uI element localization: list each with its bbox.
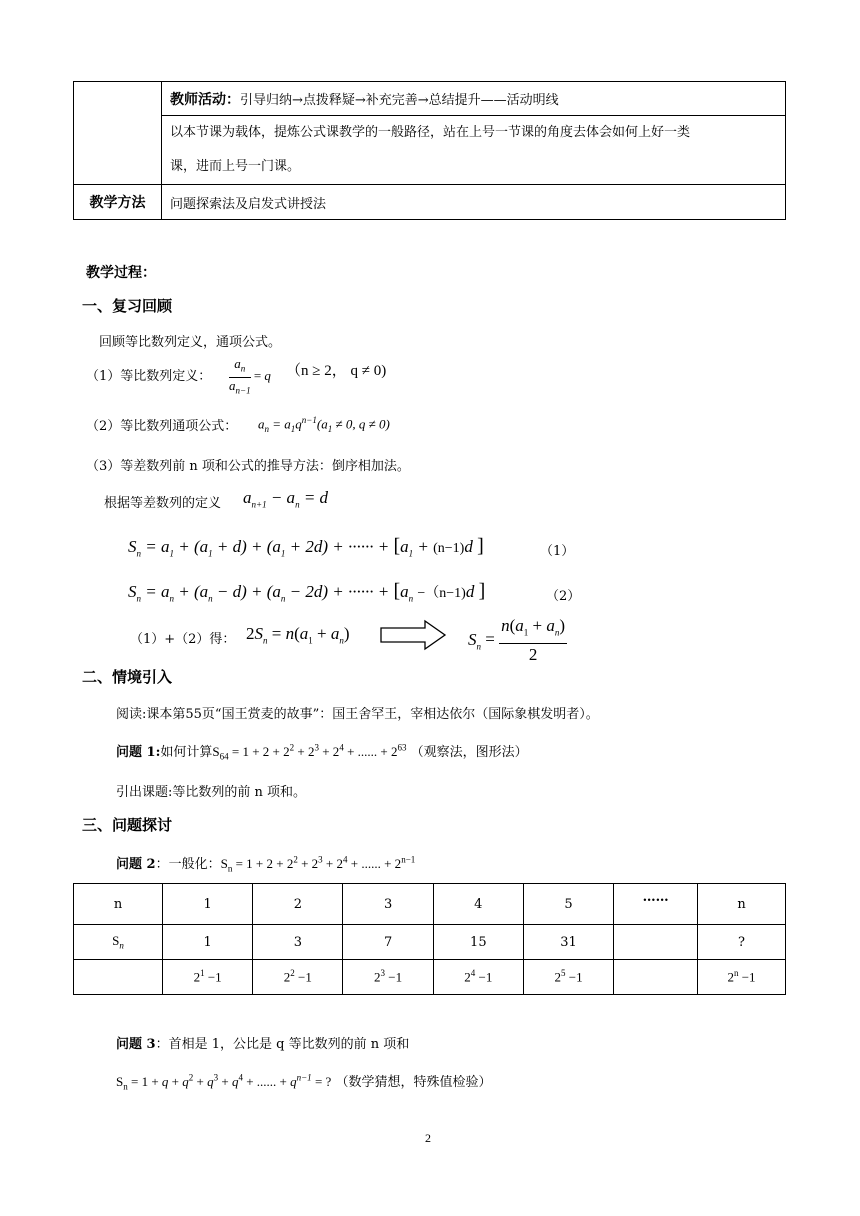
table-cell: ? xyxy=(698,925,786,960)
table-cell xyxy=(614,960,698,995)
table-cell: 1 xyxy=(163,884,253,925)
table-row xyxy=(74,884,786,925)
summary-line1: 以本节课为载体，提炼公式课教学的一般路径，站在上号一节课的角度去体会如何上好一类 xyxy=(170,125,691,140)
question1 xyxy=(116,741,528,762)
q3-formula-line xyxy=(116,1071,491,1092)
sum-table xyxy=(73,883,786,995)
table-cell: 2 xyxy=(253,884,343,925)
table-cell: n xyxy=(74,884,163,925)
ratio-formula: $\frac{a_n}{a_{n-1}}$ = q xyxy=(229,356,271,396)
q1-text: 如何计算 xyxy=(160,745,213,760)
top-table xyxy=(73,81,786,220)
table-cell xyxy=(74,925,163,960)
section1-intro: 回顾等比数列定义，通项公式。 xyxy=(99,335,282,350)
section1-title: 一、复习回顾 xyxy=(82,297,173,315)
sum-label: （1）+（2）得： xyxy=(130,632,236,647)
summary-cell xyxy=(162,116,786,185)
q2-text: ：一般化： xyxy=(155,857,221,872)
table-row xyxy=(74,925,786,960)
section2-title: 二、情境引入 xyxy=(82,668,173,686)
sum-formula: $2S_n = n(a_1 + a_n)$ xyxy=(246,624,350,646)
table-cell: $2^1 -1$ xyxy=(163,960,253,995)
reading-text: 阅读:课本第55页“国王赏麦的故事”：国王舍罕王，宰相达依尔（国际象棋发明者）。 xyxy=(116,707,599,722)
empty-cell xyxy=(74,82,162,185)
table-cell: …… xyxy=(614,884,698,925)
diff-definition: $a_{n+1} - a_n = d$ xyxy=(243,488,329,510)
table-cell xyxy=(614,925,698,960)
process-title: 教学过程： xyxy=(86,265,156,281)
q3-text: ：首相是 1，公比是 q 等比数列的前 n 项和 xyxy=(155,1037,410,1052)
q1-method: （观察法，图形法） xyxy=(410,745,528,760)
question3 xyxy=(116,1033,409,1052)
item2-formula: $a_n = a_1q^{n-1}(a_1 \ne 0$, q ≠ 0) xyxy=(258,415,390,434)
table-cell: $2^5 -1$ xyxy=(523,960,613,995)
section3-title: 三、问题探讨 xyxy=(82,816,173,834)
q2-label: 问题 2 xyxy=(116,857,156,872)
method-text: 问题探索法及启发式讲授法 xyxy=(162,185,786,220)
item1-label: （1）等比数列定义： xyxy=(86,369,212,384)
teacher-activity-cell xyxy=(162,82,786,116)
table-cell: 4 xyxy=(433,884,523,925)
table-cell: $2^3 -1$ xyxy=(343,960,433,995)
page-number: 2 xyxy=(425,1131,431,1145)
q1-formula: $S_{64} = 1 + 2 + 2^2 + 2^3 + 2^4$ + ...... + $2^{63}$ xyxy=(212,742,407,762)
table-cell: $2^n -1$ xyxy=(698,960,786,995)
eq1-formula: $S_n = a_1 + (a_1 + d) + (a_1 + 2d)$ + ······ + [$a_1 + (n-1)d$ ] xyxy=(128,535,484,559)
teacher-activity-label: 教师活动： xyxy=(170,91,240,108)
method-header: 教学方法 xyxy=(74,185,162,220)
table-cell: 1 xyxy=(163,925,253,960)
table-cell: 31 xyxy=(523,925,613,960)
teacher-activity-text: 引导归纳→点拨释疑→补充完善→总结提升——活动明线 xyxy=(240,92,559,108)
table-row xyxy=(74,960,786,995)
item2-label: （2）等比数列通项公式： xyxy=(86,419,238,434)
basis-text: 根据等差数列的定义 xyxy=(104,496,222,511)
sn-label: $S_n$ xyxy=(112,933,124,951)
q3-formula: $S_n = 1 + q + q^2 + q^3 + q^4$ + ...... + $q^{n-1}$ = ? xyxy=(116,1072,332,1092)
table-cell: 15 xyxy=(433,925,523,960)
q1-label: 问题 1: xyxy=(116,745,161,760)
table-cell: 3 xyxy=(343,884,433,925)
table-cell: 3 xyxy=(253,925,343,960)
table-cell: n xyxy=(698,884,786,925)
table-cell xyxy=(74,960,163,995)
topic-text: 引出课题:等比数列的前 n 项和。 xyxy=(116,785,307,800)
sum-result-formula: $S_n$ = $\frac{n(a_1 + a_n)}{2}$ xyxy=(468,616,566,665)
q3-label: 问题 3 xyxy=(116,1037,156,1052)
table-cell: $2^4 -1$ xyxy=(433,960,523,995)
question2 xyxy=(116,853,415,874)
eq1-number: （1） xyxy=(540,544,575,559)
q3-method: （数学猜想，特殊值检验） xyxy=(335,1075,492,1090)
summary-line2: 课，进而上号一门课。 xyxy=(170,159,301,174)
eq2-formula: $S_n = a_n + (a_n - d) + (a_n - 2d)$ + ······ + [$a_n -(n-1)d$ ] xyxy=(128,580,486,604)
table-cell: 5 xyxy=(523,884,613,925)
table-cell: $2^2 -1$ xyxy=(253,960,343,995)
eq2-number: （2） xyxy=(546,589,581,604)
item1-condition: （n ≥ 2， q ≠ 0) xyxy=(286,363,387,379)
item3: （3）等差数列前 n 项和公式的推导方法：倒序相加法。 xyxy=(86,459,410,474)
right-arrow-icon xyxy=(379,619,447,651)
table-cell: 7 xyxy=(343,925,433,960)
q2-formula: $S_n = 1 + 2 + 2^2 + 2^3 + 2^4$ + ...... + $2^{n-1}$ xyxy=(220,854,416,874)
